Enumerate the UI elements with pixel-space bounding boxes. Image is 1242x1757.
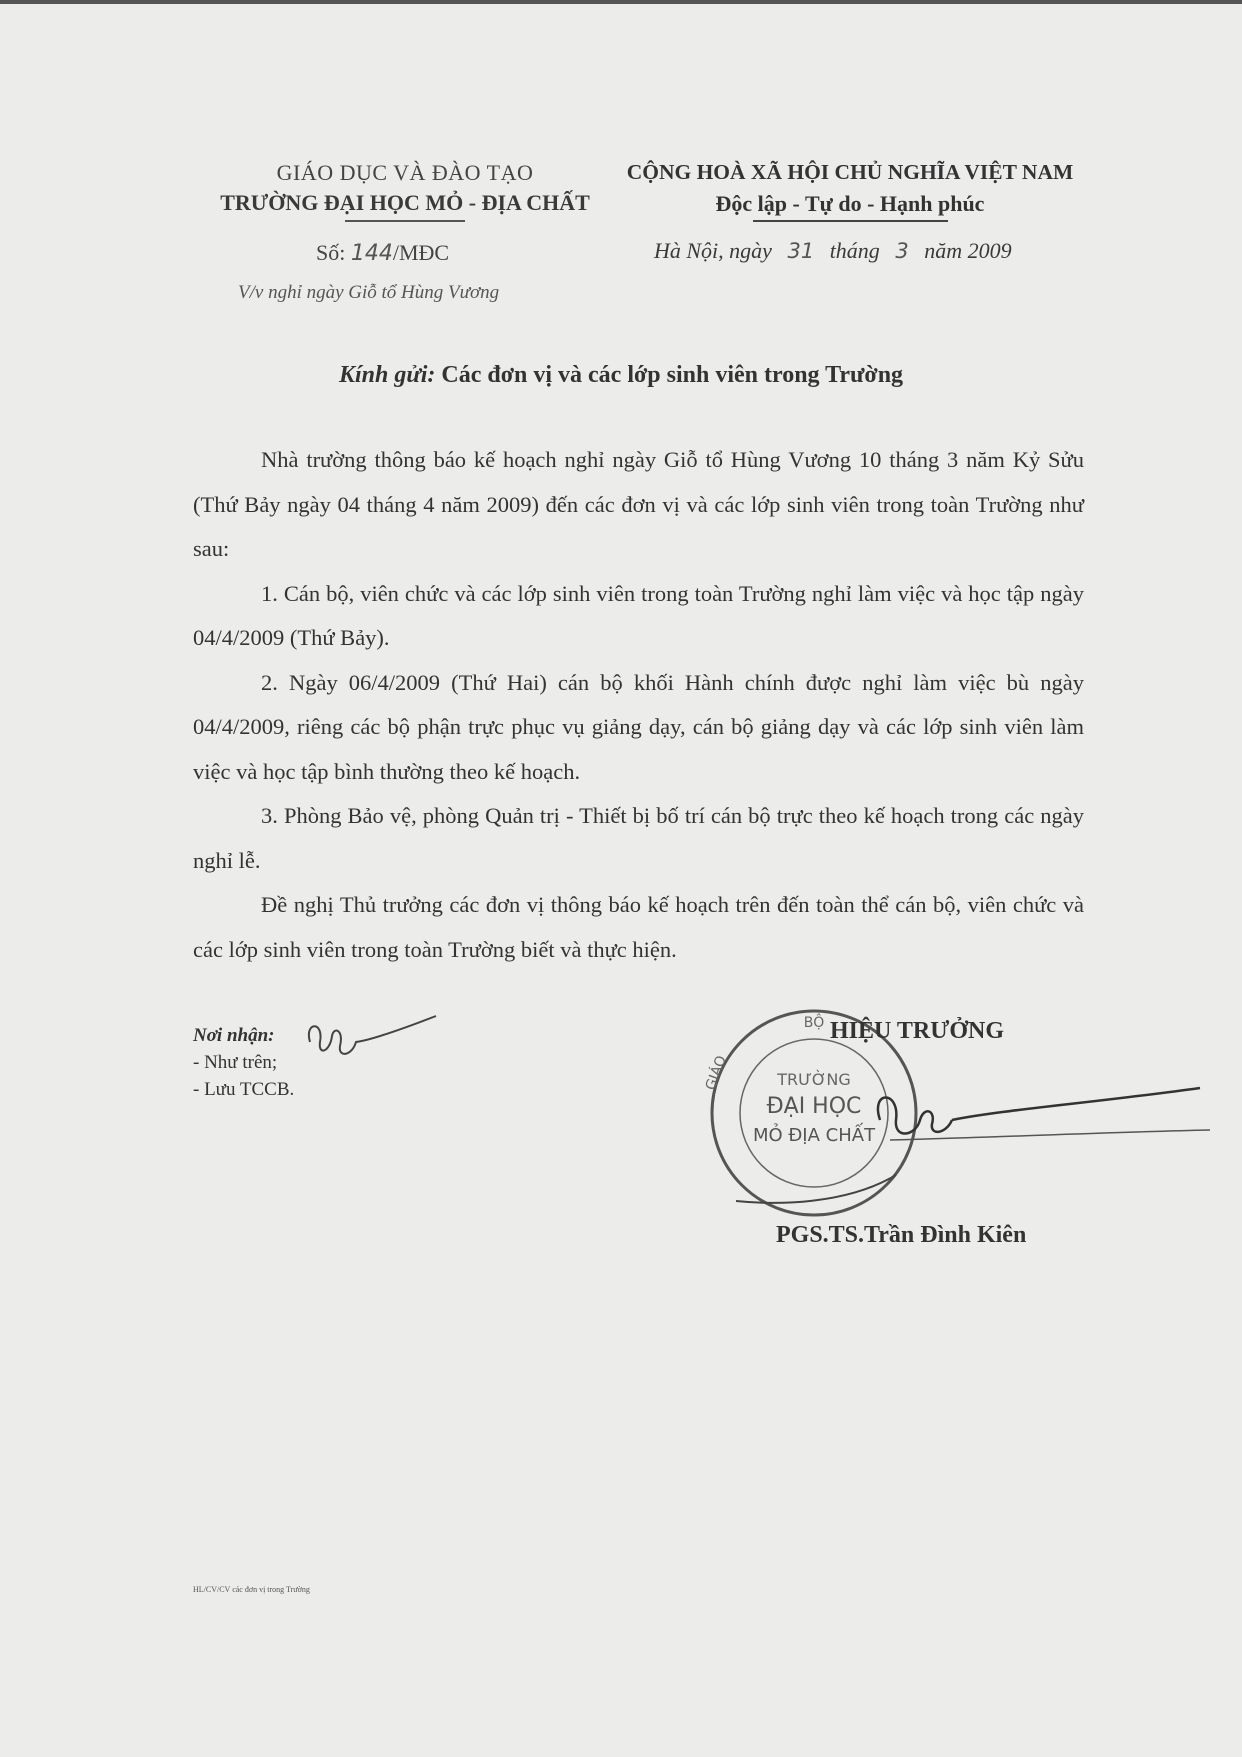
signatory-title: HIỆU TRƯỞNG xyxy=(830,1018,1005,1044)
subject-line: V/v nghỉ ngày Giỗ tổ Hùng Vương xyxy=(238,282,500,303)
seal-line-2: ĐẠI HỌC xyxy=(766,1094,862,1119)
date-year: năm 2009 xyxy=(924,238,1012,263)
seal-ring-left: GIÁO xyxy=(702,1053,730,1093)
national-motto: Độc lập - Tự do - Hạnh phúc xyxy=(715,191,985,216)
recipient-item: - Lưu TCCB. xyxy=(193,1079,295,1100)
document-number xyxy=(316,240,449,266)
issuer-underline xyxy=(345,220,465,222)
body-paragraph: 1. Cán bộ, viên chức và các lớp sinh viên trong toàn Trường nghỉ làm việc và học tập ngày 04/4/2009 (Thứ Bảy). xyxy=(193,580,1084,650)
date-month-handwritten: 3 xyxy=(895,239,909,263)
doc-number-prefix: Số: xyxy=(316,240,346,265)
date-place: Hà Nội, ngày xyxy=(654,238,772,263)
body-paragraph: Nhà trường thông báo kế hoạch nghỉ ngày Giỗ tổ Hùng Vương 10 tháng 3 năm Kỷ Sửu (Thứ Bảy ngày 04 tháng 4 năm 2009) đến các đơn vị và các lớp sinh viên trong toàn Trường như sau: xyxy=(193,447,1084,561)
body-paragraph: 2. Ngày 06/4/2009 (Thứ Hai) cán bộ khối Hành chính được nghỉ làm việc bù ngày 04/4/2009, riêng các bộ phận trực phục vụ giảng dạy, cán bộ giảng dạy và các lớp sinh viên làm việc và học tập bình thường theo kế hoạch. xyxy=(193,669,1084,784)
body-paragraph: 3. Phòng Bảo vệ, phòng Quản trị - Thiết bị bố trí cán bộ trực theo kế hoạch trong các ngày nghỉ lễ. xyxy=(193,803,1084,873)
ministry-name: GIÁO DỤC VÀ ĐÀO TẠO xyxy=(276,160,534,185)
seal-ring-top: BỘ xyxy=(803,1015,825,1031)
motto-underline xyxy=(753,220,948,222)
greeting xyxy=(0,362,1242,389)
date-month-label: tháng xyxy=(829,238,880,263)
letter-body xyxy=(193,438,1084,972)
recipients-block xyxy=(193,1022,294,1103)
date-line xyxy=(654,238,1012,264)
doc-number-suffix: /MĐC xyxy=(392,240,450,265)
country-name: CỘNG HOÀ XÃ HỘI CHỦ NGHĨA VIỆT NAM xyxy=(626,160,1074,184)
signatory-name: PGS.TS.Trần Đình Kiên xyxy=(776,1222,1027,1248)
national-header xyxy=(620,160,1080,222)
date-day-handwritten: 31 xyxy=(787,239,815,263)
recipients-title: Nơi nhận: xyxy=(193,1025,275,1046)
recipient-item: - Như trên; xyxy=(193,1052,278,1073)
doc-number-handwritten: 144 xyxy=(350,241,393,266)
greeting-recipients: Các đơn vị và các lớp sinh viên trong Trường xyxy=(435,362,904,388)
seal-line-1: TRƯỜNG xyxy=(777,1070,851,1089)
greeting-label: Kính gửi: xyxy=(338,362,436,388)
body-paragraph: Đề nghị Thủ trưởng các đơn vị thông báo kế hoạch trên đến toàn thể cán bộ, viên chức và các lớp sinh viên trong toàn Trường biết và thực hiện. xyxy=(193,892,1084,962)
issuer-block xyxy=(190,160,620,222)
scan-top-edge xyxy=(0,0,1242,4)
file-reference-note: HL/CV/CV các đơn vị trong Trường xyxy=(193,1585,310,1594)
initial-signature xyxy=(300,1012,440,1072)
seal-line-3: MỎ ĐỊA CHẤT xyxy=(752,1125,876,1146)
principal-signature xyxy=(860,1080,1220,1170)
school-name: TRƯỜNG ĐẠI HỌC MỎ - ĐỊA CHẤT xyxy=(220,190,590,215)
